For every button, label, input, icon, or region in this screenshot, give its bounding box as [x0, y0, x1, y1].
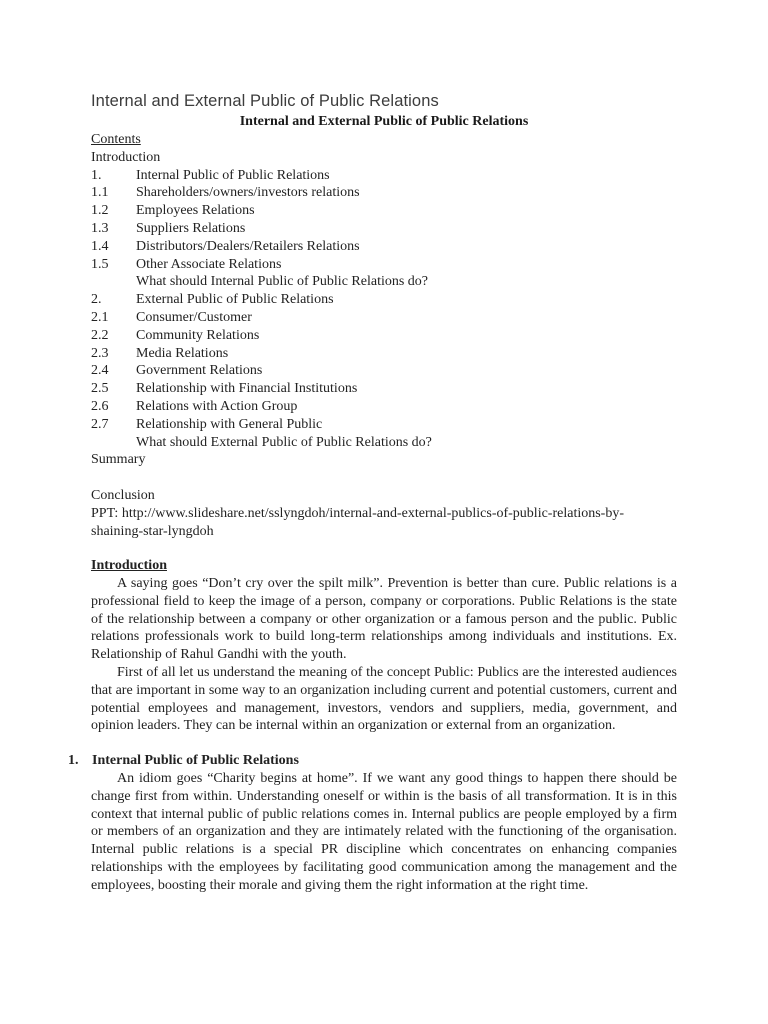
toc-number: 2.4 [91, 363, 109, 379]
toc-number: 2.5 [91, 381, 109, 397]
toc-text: Employees Relations [136, 203, 255, 219]
ppt-link-line-1: PPT: http://www.slideshare.net/sslyngdoh/internal-and-external-publics-of-public-relations-by- [91, 506, 624, 521]
toc-text: What should External Public of Public Relations do? [136, 434, 432, 450]
introduction-paragraph-2 [91, 664, 677, 735]
toc-text: Suppliers Relations [136, 220, 246, 236]
section-1-heading [68, 752, 299, 770]
toc-line [91, 487, 691, 505]
ppt-link-line-2: shaining-star-lyngdoh [91, 523, 214, 539]
toc-line [91, 256, 691, 274]
toc-line [91, 167, 691, 185]
toc-line [91, 416, 691, 434]
toc-text: Introduction [91, 149, 161, 165]
toc-blank-line [91, 469, 691, 487]
toc-line [91, 345, 691, 363]
toc-number: 2.7 [91, 416, 109, 432]
toc-line [91, 220, 691, 238]
toc-line [91, 184, 691, 202]
toc-number: 1.4 [91, 238, 109, 254]
table-of-contents [91, 131, 691, 505]
toc-text: Government Relations [136, 363, 263, 379]
toc-line [91, 309, 691, 327]
toc-number: 1.1 [91, 185, 109, 201]
toc-line [91, 202, 691, 220]
paragraph-text: A saying goes “Don’t cry over the spilt milk”. Prevention is better than cure. Public relations is a professional field to keep the image of a person, company or corporations. Public Relations is the state of the relationship between a company or other organization or a famous person and the public. Public relations professionals work to build long-term relationships among individuals and institutions. Ex. Relationship of Rahul Gandhi with the youth. [91, 576, 677, 663]
toc-text: Distributors/Dealers/Retailers Relations [136, 238, 360, 254]
introduction-paragraph-1 [91, 575, 677, 664]
toc-number: 2.6 [91, 398, 109, 414]
toc-line [91, 149, 691, 167]
toc-number: 1. [91, 167, 102, 183]
toc-line [91, 273, 691, 291]
toc-line [91, 451, 691, 469]
toc-number: 2.2 [91, 327, 109, 343]
document-title: Internal and External Public of Public Relations [91, 92, 439, 110]
toc-line [91, 398, 691, 416]
toc-number: 1.5 [91, 256, 109, 272]
section-title: Internal Public of Public Relations [92, 753, 299, 768]
paragraph-text: An idiom goes “Charity begins at home”. If we want any good things to happen there should be change first from within. Understanding oneself or within is the basis of all transformation. It is in this context that internal public of public relations comes in. Internal publics are people employed by a firm or members of an organization and they are intimately related with the functioning of the organisation. Internal public relations is a special PR discipline which concentrates on enhancing companies relationships with the employees by facilitating good communication among the management and the employees, boosting their morale and giving them the right information at the right time. [91, 771, 677, 893]
toc-line [91, 434, 691, 452]
toc-text: Relations with Action Group [136, 398, 298, 414]
toc-number: 1.2 [91, 203, 109, 219]
toc-line [91, 380, 691, 398]
toc-number: 2. [91, 292, 102, 308]
toc-line [91, 291, 691, 309]
toc-text: Media Relations [136, 345, 229, 361]
toc-text: Internal Public of Public Relations [136, 167, 330, 183]
toc-text: What should Internal Public of Public Relations do? [136, 274, 429, 290]
toc-line [91, 238, 691, 256]
section-1-paragraph [91, 770, 677, 895]
toc-text: Other Associate Relations [136, 256, 282, 272]
toc-line [91, 362, 691, 380]
toc-line [91, 327, 691, 345]
toc-number: 2.1 [91, 309, 109, 325]
paragraph-text: First of all let us understand the meaning of the concept Public: Publics are the interested audiences that are important in some way to an organization including current and potential customers, current and potential employees and management, investors, vendors and suppliers, media, government, and opinion leaders. They can be internal within an organization or external from an organization. [91, 665, 677, 734]
toc-text: Conclusion [91, 487, 155, 503]
toc-text: External Public of Public Relations [136, 292, 334, 308]
toc-text: Shareholders/owners/investors relations [136, 185, 360, 201]
section-number: 1. [68, 753, 79, 768]
toc-text: Consumer/Customer [136, 309, 252, 325]
toc-text: Community Relations [136, 327, 260, 343]
toc-text: Relationship with Financial Institutions [136, 381, 358, 397]
ppt-link[interactable] [91, 505, 691, 541]
toc-number: 1.3 [91, 220, 109, 236]
toc-text: Relationship with General Public [136, 416, 323, 432]
toc-text: Summary [91, 452, 146, 468]
contents-label: Contents [91, 132, 141, 147]
introduction-heading: Introduction [91, 558, 167, 573]
document-heading: Internal and External Public of Public Relations [239, 114, 529, 129]
toc-number: 2.3 [91, 345, 109, 361]
